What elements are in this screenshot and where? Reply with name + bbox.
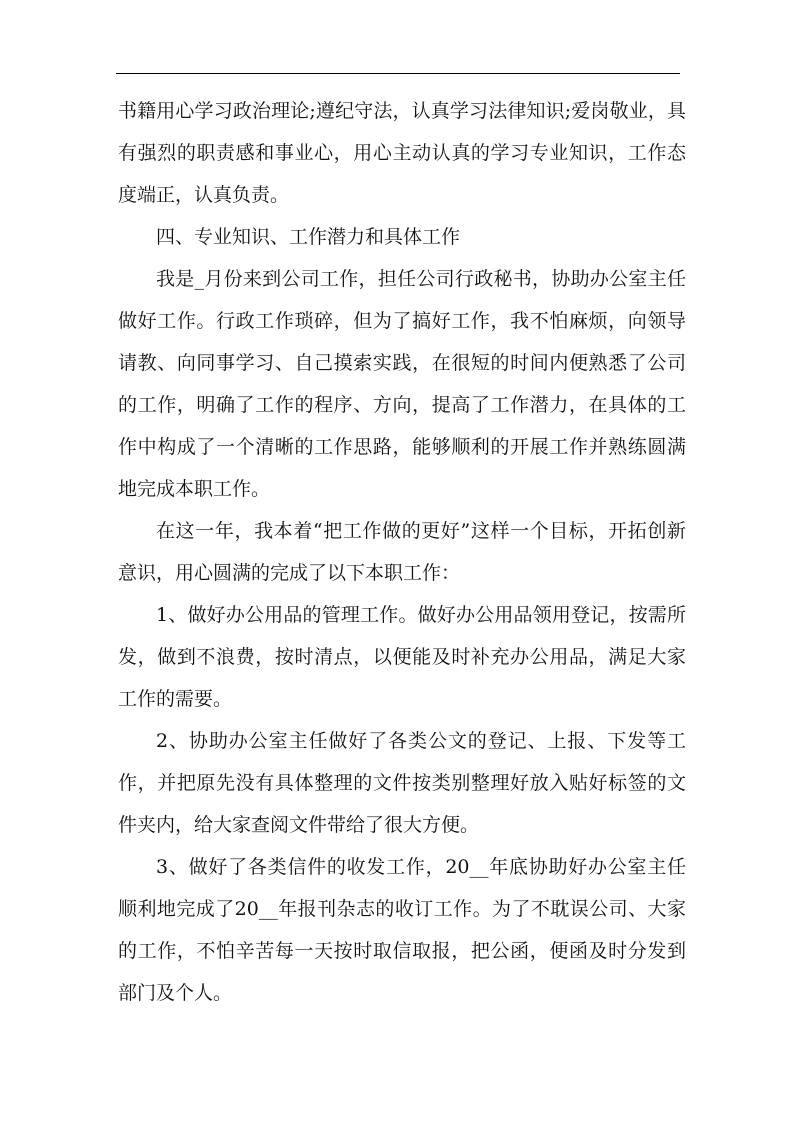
list-item-paragraph: 1、做好办公用品的管理工作。做好办公用品领用登记，按需所发，做到不浪费，按时清点，以便能及时补充办公用品，满足大家工作的需要。 xyxy=(118,604,686,710)
paragraph-continuation: 书籍用心学习政治理论;遵纪守法，认真学习法律知识;爱岗敬业，具有强烈的职责感和事业心，用心主动认真的学习专业知识，工作态度端正，认真负责。 xyxy=(118,100,686,206)
paragraph: 在这一年，我本着“把工作做的更好”这样一个目标，开拓创新意识，用心圆满的完成了以下本职工作： xyxy=(118,520,686,584)
paragraph: 我是_月份来到公司工作，担任公司行政秘书，协助办公室主任做好工作。行政工作琐碎，但为了搞好工作，我不怕麻烦，向领导请教、向同事学习、自己摸索实践，在很短的时间内便熟悉了公司的工作，明确了工作的程序、方向，提高了工作潜力，在具体的工作中构成了一个清晰的工作思路，能够顺利的开展工作并熟练圆满地完成本职工作。 xyxy=(118,268,686,500)
section-heading: 四、专业知识、工作潜力和具体工作 xyxy=(156,226,461,248)
list-item-paragraph: 3、做好了各类信件的收发工作，20__年底协助好办公室主任顺利地完成了20__年报刊杂志的收订工作。为了不耽误公司、大家的工作，不怕辛苦每一天按时取信取报，把公函，便函及时分发到部门及个人。 xyxy=(118,856,686,1004)
document-body xyxy=(118,90,686,1014)
header-divider xyxy=(116,73,680,74)
list-item-paragraph: 2、协助办公室主任做好了各类公文的登记、上报、下发等工作，并把原先没有具体整理的文件按类别整理好放入贴好标签的文件夹内，给大家查阅文件带给了很大方便。 xyxy=(118,730,686,836)
